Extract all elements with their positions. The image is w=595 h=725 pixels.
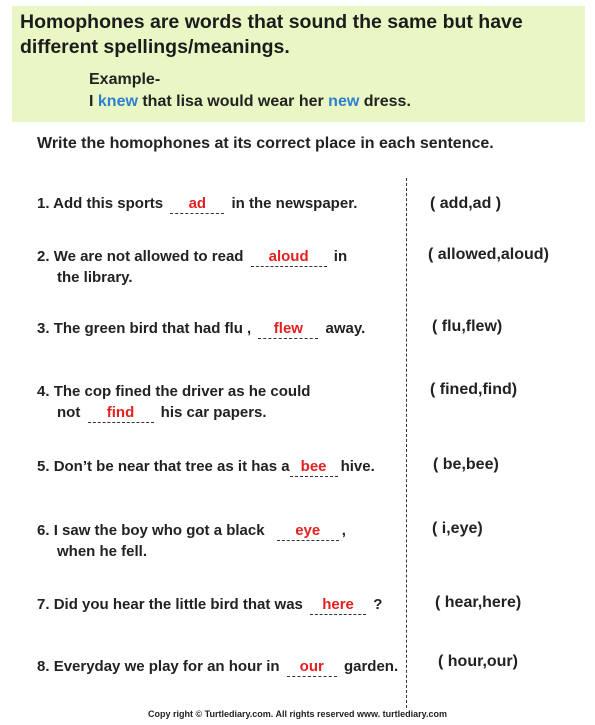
answer-blank: flew bbox=[258, 320, 318, 339]
answer-blank: find bbox=[88, 404, 154, 423]
question-8 bbox=[37, 656, 398, 677]
question-text: The green bird that had flu , bbox=[53, 320, 252, 337]
answer-blank: aloud bbox=[251, 248, 327, 267]
question-text: not bbox=[57, 404, 81, 421]
options-6: ( i,eye) bbox=[432, 520, 483, 537]
question-1 bbox=[37, 193, 357, 214]
question-4 bbox=[37, 381, 310, 423]
question-text: in bbox=[333, 248, 348, 265]
question-text: Everyday we play for an hour in bbox=[53, 658, 280, 675]
question-2 bbox=[37, 246, 347, 288]
question-text: hive. bbox=[340, 458, 375, 475]
answer-blank: our bbox=[287, 658, 337, 677]
question-text: Add this sports bbox=[53, 195, 164, 212]
question-text: in the newspaper. bbox=[231, 195, 358, 212]
options-3: ( flu,flew) bbox=[432, 318, 503, 335]
question-text: The cop fined the driver as he could bbox=[53, 383, 311, 400]
question-5 bbox=[37, 456, 375, 477]
question-number: 3. bbox=[37, 320, 50, 337]
answer-blank: here bbox=[310, 596, 366, 615]
column-divider bbox=[406, 178, 407, 708]
question-3 bbox=[37, 318, 365, 339]
question-7 bbox=[37, 594, 382, 615]
example-word-new: new bbox=[328, 93, 360, 110]
answer-blank: bee bbox=[290, 458, 338, 477]
question-text: We are not allowed to read bbox=[53, 248, 244, 265]
question-text: away. bbox=[325, 320, 366, 337]
options-2: ( allowed,aloud) bbox=[428, 246, 549, 263]
example-text: that lisa would wear her bbox=[137, 93, 329, 110]
example-sentence bbox=[89, 93, 411, 111]
example-word-knew: knew bbox=[97, 93, 138, 110]
question-text: his car papers. bbox=[160, 404, 267, 421]
question-number: 1. bbox=[37, 195, 50, 212]
answer-blank: eye bbox=[277, 522, 339, 541]
question-text-line2: when he fell. bbox=[57, 543, 148, 560]
instruction: Write the homophones at its correct place in each sentence. bbox=[37, 135, 494, 152]
options-1: ( add,ad ) bbox=[430, 195, 502, 212]
question-number: 7. bbox=[37, 596, 50, 613]
question-number: 5. bbox=[37, 458, 50, 475]
question-text: , bbox=[341, 522, 346, 539]
question-text: garden. bbox=[343, 658, 399, 675]
question-number: 4. bbox=[37, 383, 50, 400]
question-number: 8. bbox=[37, 658, 50, 675]
answer-blank: ad bbox=[170, 195, 224, 214]
question-number: 2. bbox=[37, 248, 50, 265]
options-7: ( hear,here) bbox=[435, 594, 522, 611]
question-6 bbox=[37, 520, 346, 562]
question-text: I saw the boy who got a black bbox=[53, 522, 265, 539]
options-8: ( hour,our) bbox=[438, 653, 518, 670]
options-5: ( be,bee) bbox=[433, 456, 499, 473]
question-text: Did you hear the little bird that was bbox=[53, 596, 303, 613]
example-heading: Example- bbox=[89, 71, 161, 88]
options-4: ( fined,find) bbox=[430, 381, 518, 398]
definition-text: Homophones are words that sound the same but have different spellings/meanings. bbox=[20, 11, 523, 58]
question-number: 6. bbox=[37, 522, 50, 539]
question-text-line2: the library. bbox=[57, 269, 133, 286]
question-text: Don’t be near that tree as it has a bbox=[53, 458, 290, 475]
example-text: I bbox=[89, 93, 98, 110]
question-text: ? bbox=[373, 596, 383, 613]
example-text: dress. bbox=[359, 93, 411, 110]
copyright-footer: Copy right © Turtlediary.com. All rights reserved www. turtlediary.com bbox=[147, 709, 448, 719]
question-text-line2 bbox=[37, 402, 310, 423]
